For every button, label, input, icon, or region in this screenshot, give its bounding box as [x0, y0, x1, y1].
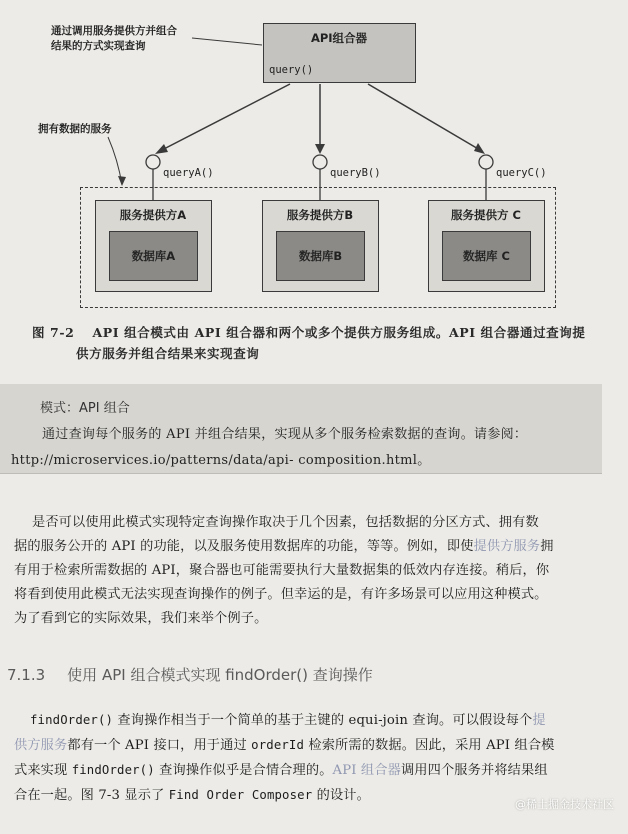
note-composition-line1: 通过调用服务提供方并组合 — [51, 25, 177, 37]
database-c — [442, 231, 531, 281]
para2-line1 — [30, 708, 615, 733]
arrowhead-queryB — [315, 144, 325, 154]
arrow-to-queryA — [160, 84, 290, 151]
pattern-description — [11, 422, 602, 474]
database-a — [109, 231, 198, 281]
paragraph-2 — [14, 708, 615, 808]
arrow-to-queryC — [368, 84, 480, 150]
para1-line2-text: 据的服务公开的 API 的功能，以及服务使用数据库的功能，等等。例如，即使 — [14, 539, 474, 554]
figure-number: 图 7-2 — [32, 325, 75, 340]
note-data-owning-services: 拥有数据的服务 — [38, 123, 112, 135]
section-heading — [7, 664, 373, 685]
architecture-diagram — [0, 0, 628, 320]
arrowhead-queryA — [155, 144, 168, 154]
para2-line3-end: 调用四个服务并将结果组 — [400, 763, 548, 778]
code-findorder-2: findOrder() — [71, 763, 155, 777]
provider-c-name: 服务提供方 C — [451, 208, 521, 222]
provider-c — [428, 200, 545, 292]
pattern-line1: 通过查询每个服务的 API 并组合结果，实现从多个服务检索数据的查询。请参阅： — [42, 427, 528, 442]
para1-highlight-provider: 提供方服务 — [473, 539, 541, 554]
para2-line4-end: 的设计。 — [312, 788, 370, 803]
para1-line1: 是否可以使用此模式实现特定查询操作取决于几个因素，包括数据的分区方式、拥有数 — [32, 515, 539, 530]
section-number: 7.1.3 — [7, 666, 46, 684]
api-composer-box — [263, 23, 416, 83]
para2-line3 — [14, 758, 615, 783]
para2-line3-text: 式来实现 — [14, 763, 72, 778]
code-findorder: findOrder() — [30, 713, 114, 727]
note-composition — [51, 24, 177, 54]
database-a-label: 数据库A — [131, 249, 176, 263]
para1-line3: 有用于检索所需数据的 API，聚合器也可能需要执行大量数据集的低效内存连接。稍后，你 — [14, 563, 550, 578]
para2-line4-text: 合在一起。图 7-3 显示了 — [14, 788, 169, 803]
provider-a — [95, 200, 212, 292]
provider-a-name: 服务提供方A — [119, 208, 187, 222]
interface-label-c: queryC() — [496, 167, 547, 179]
para2-line1-text: 查询操作相当于一个简单的基于主键的 equi-join 查询。可以假设每个 — [113, 713, 533, 728]
para1-line5: 为了看到它的实际效果，我们来举个例子。 — [14, 611, 268, 626]
paragraph-1 — [14, 511, 610, 631]
watermark: @稀土掘金技术社区 — [515, 798, 614, 811]
para2-highlight-composer: API 组合器 — [332, 763, 401, 778]
database-b-label: 数据库B — [298, 249, 343, 263]
caption-text1: API 组合模式由 API 组合器和两个或多个提供方服务组成。API 组合器通过查询提 — [92, 325, 586, 340]
interface-circle-b — [313, 155, 327, 169]
note-composition-line2: 结果的方式实现查询 — [51, 40, 146, 52]
database-b — [276, 231, 365, 281]
composer-method: query() — [269, 64, 314, 76]
interface-circle-a — [146, 155, 160, 169]
para2-line2 — [14, 733, 615, 758]
caption-text2: 供方服务并组合结果来实现查询 — [76, 346, 260, 361]
pattern-link: http://microservices.io/patterns/data/api- composition.html。 — [11, 453, 431, 468]
figure-caption — [32, 322, 602, 364]
pattern-title: 模式：API 组合 — [40, 401, 130, 416]
interface-circle-c — [479, 155, 493, 169]
arrowhead-queryC — [474, 143, 485, 154]
code-find-order-composer: Find Order Composer — [168, 788, 313, 802]
interface-label-b: queryB() — [330, 167, 381, 179]
provider-b — [262, 200, 379, 292]
para2-highlight-provider-start: 提 — [532, 713, 546, 728]
caption-line1 — [32, 322, 602, 343]
interface-label-a: queryA() — [163, 167, 214, 179]
section-title: 使用 API 组合模式实现 findOrder() 查询操作 — [67, 666, 373, 684]
data-note-arrowhead — [118, 176, 126, 186]
para1-line2-end: 拥 — [540, 539, 554, 554]
provider-b-name: 服务提供方B — [286, 208, 354, 222]
composer-title: API组合器 — [310, 31, 368, 45]
database-c-label: 数据库 C — [463, 249, 510, 263]
para1-line4: 将看到使用此模式无法实现查询操作的例子。但幸运的是，有许多场景可以应用这种模式。 — [14, 587, 548, 602]
para2-highlight-provider-end: 供方服务 — [14, 738, 68, 753]
para2-line2-end: 检索所需的数据。因此，采用 API 组合模 — [304, 738, 555, 753]
para1-line2 — [14, 535, 610, 559]
note-leader-line — [192, 38, 262, 45]
para2-line3-mid: 查询操作似乎是合情合理的。 — [154, 763, 333, 778]
code-orderid: orderId — [251, 738, 305, 752]
para2-line2-text: 都有一个 API 接口，用于通过 — [67, 738, 252, 753]
